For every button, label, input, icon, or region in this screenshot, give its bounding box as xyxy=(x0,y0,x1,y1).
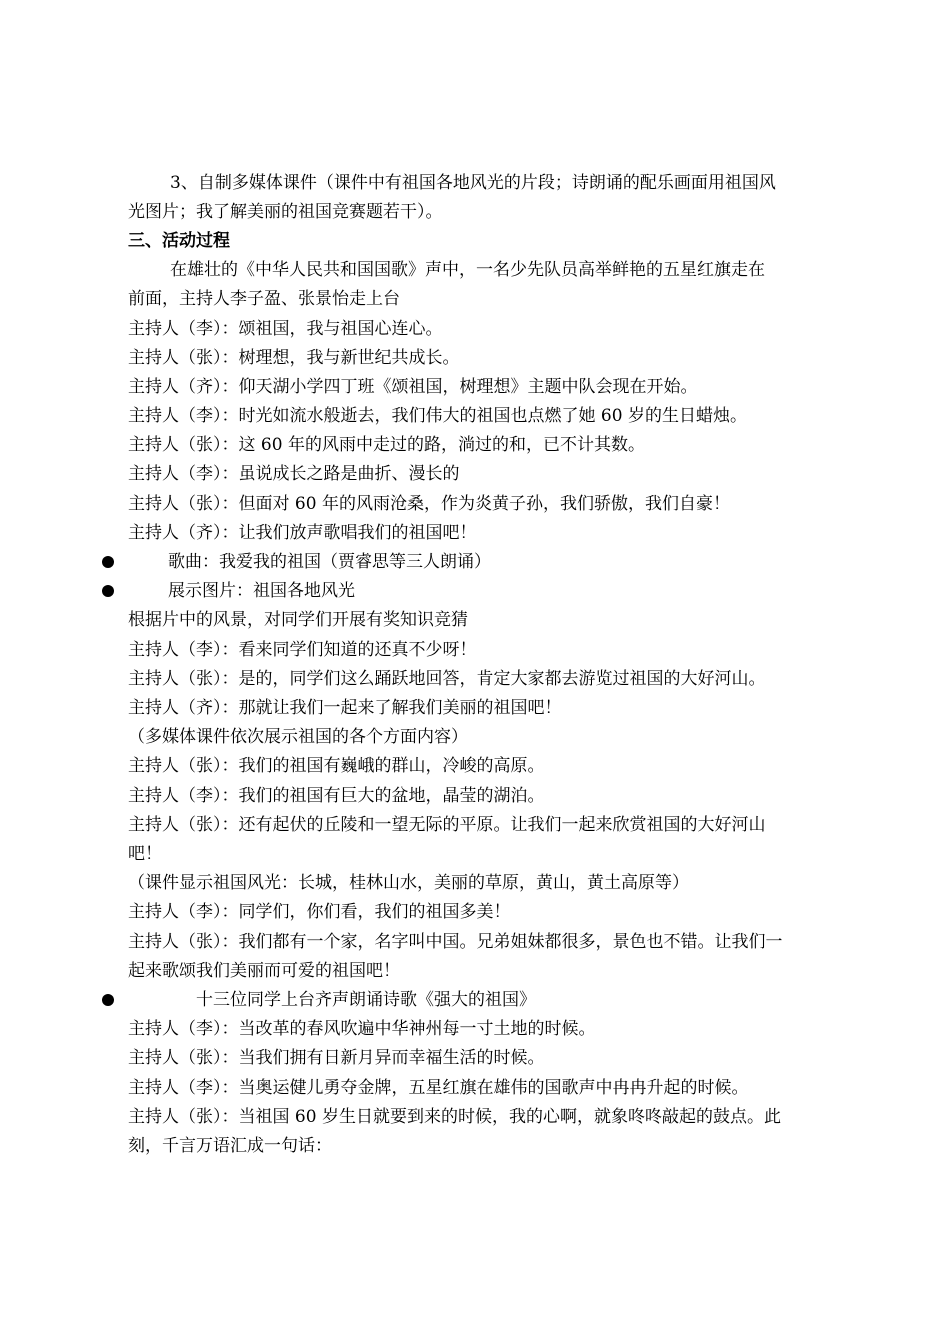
paragraph-quiz: 根据片中的风景，对同学们开展有奖知识竞猜 xyxy=(128,610,468,630)
bullet-icon xyxy=(102,994,114,1006)
dialogue-line: 主持人（张）：我们都有一个家，名字叫中国。兄弟姐妹都很多，景色也不错。让我们一 xyxy=(128,932,783,952)
bullet-item-song: 歌曲：我爱我的祖国（贾睿思等三人朗诵） xyxy=(168,552,491,572)
dialogue-line: 主持人（李）：同学们，你们看，我们的祖国多美！ xyxy=(128,902,511,922)
dialogue-line: 主持人（张）：我们的祖国有巍峨的群山，冷峻的高原。 xyxy=(128,756,545,776)
materials-item-3: 3、自制多媒体课件（课件中有祖国各地风光的片段；诗朗诵的配乐画面用祖国风 xyxy=(170,173,776,193)
dialogue-line: 主持人（张）：树理想，我与新世纪共成长。 xyxy=(128,348,460,368)
dialogue-line: 主持人（张）：是的，同学们这么踊跃地回答，肯定大家都去游览过祖国的大好河山。 xyxy=(128,669,766,689)
dialogue-line: 主持人（张）：这 60 年的风雨中走过的路，淌过的和，已不计其数。 xyxy=(128,435,645,455)
dialogue-line: 主持人（张）：但面对 60 年的风雨沧桑，作为炎黄子孙，我们骄傲，我们自豪！ xyxy=(128,494,730,514)
paragraph-opening-cont: 前面，主持人李子盈、张景怡走上台 xyxy=(128,289,400,309)
dialogue-line: 主持人（李）：看来同学们知道的还真不少呀！ xyxy=(128,640,477,660)
bullet-icon xyxy=(102,585,114,597)
paragraph-opening: 在雄壮的《中华人民共和国国歌》声中，一名少先队员高举鲜艳的五星红旗走在 xyxy=(170,260,765,280)
dialogue-line: 主持人（李）：颂祖国，我与祖国心连心。 xyxy=(128,319,443,339)
bullet-item-poem: 十三位同学上台齐声朗诵诗歌《强大的祖国》 xyxy=(196,990,536,1010)
dialogue-line: 主持人（李）：虽说成长之路是曲折、漫长的 xyxy=(128,464,460,484)
dialogue-line: 主持人（齐）：那就让我们一起来了解我们美丽的祖国吧！ xyxy=(128,698,562,718)
dialogue-line: 主持人（齐）：让我们放声歌唱我们的祖国吧！ xyxy=(128,523,477,543)
dialogue-line-cont: 起来歌颂我们美丽而可爱的祖国吧！ xyxy=(128,961,400,981)
dialogue-line-cont: 吧！ xyxy=(128,844,162,864)
stage-note: （课件显示祖国风光：长城，桂林山水，美丽的草原，黄山，黄土高原等） xyxy=(128,873,689,893)
section-heading-activity-process: 三、活动过程 xyxy=(128,231,230,251)
dialogue-line: 主持人（张）：当祖国 60 岁生日就要到来的时候，我的心啊，就象咚咚敲起的鼓点。此 xyxy=(128,1107,781,1127)
dialogue-line-cont: 刻，千言万语汇成一句话： xyxy=(128,1136,332,1156)
bullet-icon xyxy=(102,556,114,568)
dialogue-line: 主持人（李）：我们的祖国有巨大的盆地，晶莹的湖泊。 xyxy=(128,786,545,806)
dialogue-line: 主持人（李）：当奥运健儿勇夺金牌，五星红旗在雄伟的国歌声中冉冉升起的时候。 xyxy=(128,1078,749,1098)
dialogue-line: 主持人（张）：还有起伏的丘陵和一望无际的平原。让我们一起来欣赏祖国的大好河山 xyxy=(128,815,766,835)
dialogue-line: 主持人（李）：时光如流水般逝去，我们伟大的祖国也点燃了她 60 岁的生日蜡烛。 xyxy=(128,406,747,426)
bullet-item-pictures: 展示图片：祖国各地风光 xyxy=(168,581,355,601)
dialogue-line: 主持人（齐）：仰天湖小学四丁班《颂祖国，树理想》主题中队会现在开始。 xyxy=(128,377,698,397)
dialogue-line: 主持人（李）：当改革的春风吹遍中华神州每一寸土地的时候。 xyxy=(128,1019,596,1039)
materials-item-3-cont: 光图片；我了解美丽的祖国竞赛题若干）。 xyxy=(128,202,443,222)
dialogue-line: 主持人（张）：当我们拥有日新月异而幸福生活的时候。 xyxy=(128,1048,545,1068)
stage-note: （多媒体课件依次展示祖国的各个方面内容） xyxy=(128,727,468,747)
